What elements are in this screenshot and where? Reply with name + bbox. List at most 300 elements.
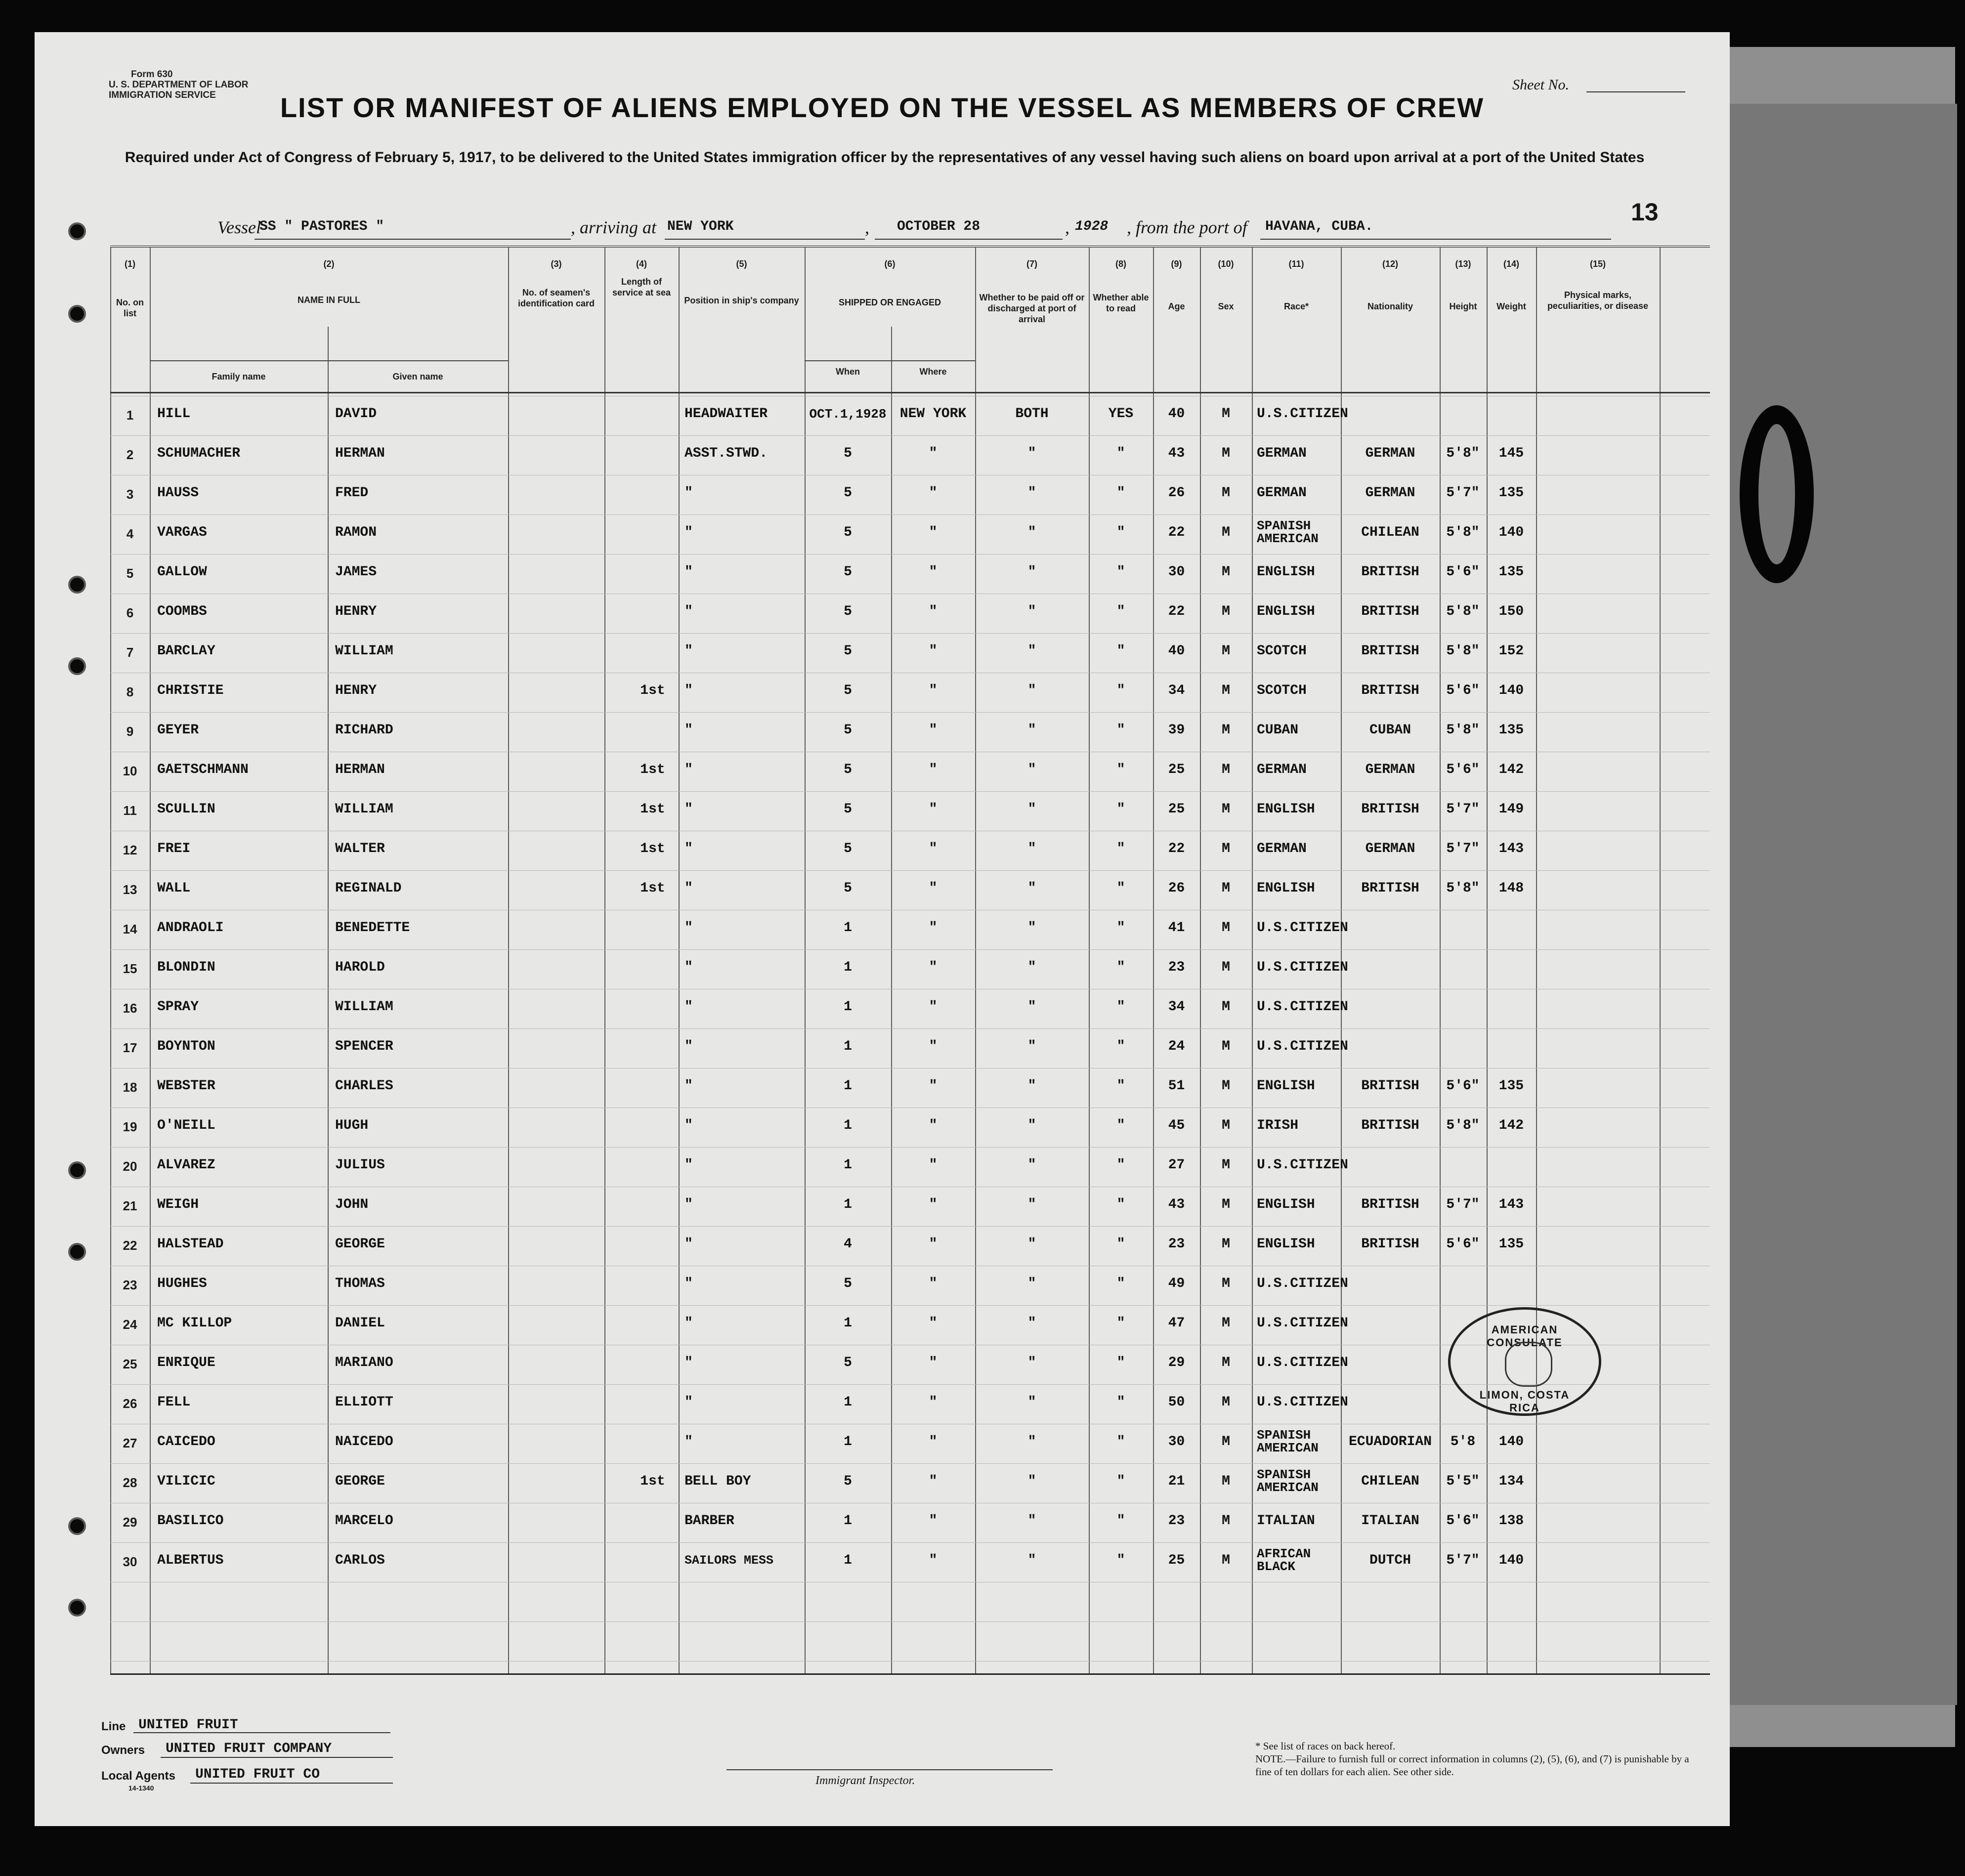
shipped-when: 5 [844,604,852,619]
weight: 140 [1498,1553,1524,1568]
nationality: DUTCH [1369,1553,1411,1568]
nationality: BRITISH [1361,1236,1419,1252]
given-name: WILLIAM [335,802,393,817]
card-number: 1st [640,1474,665,1489]
row-number: 10 [123,764,137,778]
sex: M [1222,564,1230,580]
able-to-read: " [1116,960,1125,975]
paid-off: " [1027,1513,1036,1529]
given-name: NAICEDO [335,1434,393,1450]
footer-notes [1255,1740,1700,1778]
position: " [684,960,693,975]
height: 5'8" [1446,525,1480,540]
able-to-read: " [1116,1553,1125,1568]
race: GERMAN [1257,762,1307,777]
col-header-read: Whether able to read [1093,293,1149,313]
given-name: GEORGE [335,1236,385,1252]
shipped-where: " [929,1553,938,1568]
age: 22 [1168,604,1185,619]
sex: M [1222,1157,1230,1173]
arrival-year: 1928 [1075,219,1109,234]
able-to-read: " [1116,446,1125,461]
race: U.S.CITIZEN [1257,999,1348,1015]
able-to-read: " [1116,643,1125,659]
race: GERMAN [1257,446,1307,461]
owners-underline [161,1757,393,1758]
row-number: 22 [123,1238,137,1253]
given-name: WILLIAM [335,643,393,659]
shipped-when: 5 [844,841,852,856]
family-name: HALSTEAD [157,1236,224,1252]
height: 5'8 [1450,1434,1476,1450]
age: 41 [1168,920,1185,936]
given-name: WALTER [335,841,385,856]
family-name: WEBSTER [157,1078,215,1094]
given-name: WILLIAM [335,999,393,1015]
height: 5'8" [1446,643,1480,659]
punch-hole-icon [68,576,86,594]
family-name: BARCLAY [157,643,215,659]
shipped-when: 5 [844,564,852,580]
position: " [684,841,693,856]
race: GERMAN [1257,485,1307,501]
card-number: 1st [640,762,665,777]
race: SCOTCH [1257,683,1307,698]
col-header-marks: Physical marks, peculiarities, or disease [1547,290,1649,311]
row-rule [110,1661,1710,1662]
nationality: GERMAN [1365,446,1415,461]
given-name: FRED [335,485,369,501]
print-code: 14-1340 [128,1784,154,1792]
able-to-read: " [1116,723,1125,738]
age: 22 [1168,841,1185,856]
able-to-read: " [1116,683,1125,698]
col-num: (15) [1589,259,1606,269]
stamp-top-text: AMERICAN CONSULATE [1487,1323,1563,1349]
position: " [684,999,693,1015]
age: 26 [1168,485,1185,501]
vessel-name: SS " PASTORES " [259,219,384,234]
height: 5'6" [1446,564,1480,580]
nationality: BRITISH [1361,564,1419,580]
col-header-family: Family name [212,372,266,382]
shipped-when: 1 [844,920,852,936]
height: 5'8" [1446,881,1480,896]
family-name: BASILICO [157,1513,224,1529]
race: U.S.CITIZEN [1257,960,1348,975]
height: 5'8" [1446,604,1480,619]
header-rule [805,360,975,361]
row-rule [110,949,1710,950]
col-num: (6) [884,259,896,269]
sex: M [1222,960,1230,975]
race-note: * See list of races on back hereof. [1255,1740,1396,1752]
given-name: MARIANO [335,1355,393,1370]
paid-off: " [1027,723,1036,738]
height: 5'7" [1446,1553,1480,1568]
shipped-where: " [929,1039,938,1054]
paid-off: " [1027,881,1036,896]
paid-off: " [1027,960,1036,975]
height: 5'5" [1446,1474,1480,1489]
row-number: 9 [126,724,134,739]
age: 22 [1168,525,1185,540]
row-number: 28 [123,1475,137,1490]
sex: M [1222,881,1230,896]
col-num: (14) [1503,259,1519,269]
shipped-when: 1 [844,1513,852,1529]
paid-off: " [1027,1157,1036,1173]
position: " [684,1236,693,1252]
row-number: 1 [126,408,134,423]
family-name: MC KILLOP [157,1316,232,1331]
race: ENGLISH [1257,604,1315,619]
height: 5'7" [1446,802,1480,817]
header-rule [150,360,508,361]
race: U.S.CITIZEN [1257,1276,1348,1291]
row-rule [110,435,1710,436]
able-to-read: " [1116,1236,1125,1252]
nationality: GERMAN [1365,485,1415,501]
given-name: DAVID [335,406,377,422]
shipped-when: 5 [844,683,852,698]
weight: 145 [1498,446,1524,461]
family-name: COOMBS [157,604,207,619]
height: 5'6" [1446,1236,1480,1252]
shipped-when: 4 [844,1236,852,1252]
punch-hole-icon [68,1161,86,1179]
nationality: BRITISH [1361,683,1419,698]
shipped-where: " [929,1236,938,1252]
paid-off: " [1027,920,1036,936]
given-name: JOHN [335,1197,369,1212]
position: BELL BOY [684,1474,751,1489]
age: 23 [1168,1513,1185,1529]
row-number: 15 [123,961,137,976]
underlying-sheet-shadow [1700,104,1957,1705]
column-rule [508,248,509,1673]
row-number: 12 [123,843,137,857]
position: " [684,920,693,936]
row-number: 3 [126,487,134,502]
race: ENGLISH [1257,1197,1315,1212]
shipped-when: 1 [844,1157,852,1173]
position: " [684,762,693,777]
col-num: (3) [551,259,562,269]
position: SAILORS MESS [684,1553,774,1568]
age: 45 [1168,1118,1185,1133]
col-header-race: Race* [1283,301,1309,311]
family-name: HILL [157,406,191,422]
able-to-read: " [1116,1316,1125,1331]
family-name: ENRIQUE [157,1355,215,1370]
agents-underline [190,1783,393,1784]
col-num: (2) [323,259,335,269]
sex: M [1222,485,1230,501]
family-name: ANDRAOLI [157,920,224,936]
shipped-where: " [929,446,938,461]
punch-hole-icon [68,657,86,675]
shipped-where: " [929,525,938,540]
age: 34 [1168,999,1185,1015]
given-name: HUGH [335,1118,369,1133]
height: 5'8" [1446,1118,1480,1133]
inspector-label: Immigrant Inspector. [815,1774,915,1787]
row-rule [110,870,1710,871]
column-rule [1440,248,1441,1673]
race: GERMAN [1257,841,1307,856]
row-number: 26 [123,1396,137,1411]
shipped-when: 1 [844,1434,852,1450]
race: U.S.CITIZEN [1257,1355,1348,1370]
shipped-when: 1 [844,1395,852,1410]
arriving-label: , arriving at [571,217,657,237]
row-number: 16 [123,1001,137,1016]
weight: 135 [1498,723,1524,738]
shipped-where: " [929,1276,938,1291]
col-num: (13) [1455,259,1471,269]
weight: 143 [1498,1197,1524,1212]
family-name: SPRAY [157,999,199,1015]
age: 21 [1168,1474,1185,1489]
row-number: 20 [123,1159,137,1174]
able-to-read: " [1116,1395,1125,1410]
shipped-where: " [929,1197,938,1212]
position: " [684,1118,693,1133]
paid-off: " [1027,1197,1036,1212]
line-value: UNITED FRUIT [138,1717,238,1733]
height: 5'6" [1446,762,1480,777]
col-header-service: Length of service at sea [612,277,671,298]
age: 34 [1168,683,1185,698]
family-name: ALBERTUS [157,1553,224,1568]
sex: M [1222,1553,1230,1568]
owners-label: Owners [101,1744,145,1757]
family-name: CHRISTIE [157,683,224,698]
paid-off: " [1027,1078,1036,1094]
able-to-read: " [1116,762,1125,777]
row-number: 5 [126,566,134,581]
given-name: HAROLD [335,960,385,975]
paid-off: " [1027,999,1036,1015]
shipped-when: OCT.1,1928 [809,407,887,422]
able-to-read: " [1116,1157,1125,1173]
able-to-read: " [1116,1078,1125,1094]
age: 30 [1168,564,1185,580]
age: 30 [1168,1434,1185,1450]
nationality: BRITISH [1361,881,1419,896]
nationality: GERMAN [1365,762,1415,777]
form-number: Form 630 [131,69,173,80]
family-name: CAICEDO [157,1434,215,1450]
vessel-name-line [255,239,571,240]
column-rule [679,248,680,1673]
weight: 138 [1498,1513,1524,1529]
family-name: FELL [157,1395,191,1410]
shipped-when: 5 [844,446,852,461]
race: SCOTCH [1257,643,1307,659]
col-header-nationality: Nationality [1367,301,1413,311]
paid-off: " [1027,683,1036,698]
able-to-read: " [1116,841,1125,856]
age: 49 [1168,1276,1185,1291]
family-name: WALL [157,881,191,896]
given-name: JULIUS [335,1157,385,1173]
card-number: 1st [640,841,665,856]
document-number: 13 [1631,198,1659,226]
sex: M [1222,1039,1230,1054]
row-rule [110,1542,1710,1543]
row-number: 4 [126,526,134,541]
paid-off: " [1027,564,1036,580]
able-to-read: YES [1108,406,1134,422]
able-to-read: " [1116,999,1125,1015]
col-header-where: Where [919,367,947,377]
age: 43 [1168,446,1185,461]
header-bottom-rule [110,392,1710,393]
shipped-where: " [929,564,938,580]
age: 25 [1168,1553,1185,1568]
paid-off: " [1027,762,1036,777]
position: " [684,1316,693,1331]
col-header-name: NAME IN FULL [298,295,360,305]
shipped-when: 5 [844,1276,852,1291]
nationality: BRITISH [1361,643,1419,659]
shipped-when: 1 [844,1197,852,1212]
family-name: GAETSCHMANN [157,762,249,777]
age: 43 [1168,1197,1185,1212]
shipped-when: 1 [844,1078,852,1094]
col-num: (4) [636,259,647,269]
weight: 152 [1498,643,1524,659]
shipped-where: " [929,604,938,619]
able-to-read: " [1116,485,1125,501]
height: 5'7" [1446,485,1480,501]
position: " [684,525,693,540]
weight: 134 [1498,1474,1524,1489]
family-name: VARGAS [157,525,207,540]
eagle-seal-icon [1505,1342,1552,1387]
able-to-read: " [1116,881,1125,896]
age: 29 [1168,1355,1185,1370]
nationality: BRITISH [1361,604,1419,619]
given-name: CARLOS [335,1553,385,1568]
row-number: 18 [123,1080,137,1095]
position: " [684,1395,693,1410]
paid-off: " [1027,485,1036,501]
position: " [684,485,693,501]
line-label: Line [101,1720,126,1733]
row-number: 25 [123,1357,137,1371]
shipped-where: " [929,762,938,777]
paid-off: " [1027,1355,1036,1370]
race: ENGLISH [1257,1078,1315,1094]
owners-value: UNITED FRUIT COMPANY [166,1741,332,1756]
given-name: CHARLES [335,1078,393,1094]
able-to-read: " [1116,525,1125,540]
able-to-read: " [1116,564,1125,580]
shipped-when: 5 [844,485,852,501]
row-rule [110,791,1710,792]
position: HEADWAITER [684,406,768,422]
able-to-read: " [1116,1513,1125,1529]
race: SPANISH AMERICAN [1257,1428,1319,1455]
col-num: (5) [736,259,747,269]
row-number: 11 [123,803,137,818]
height: 5'7" [1446,1197,1480,1212]
paid-off: " [1027,643,1036,659]
shipped-where: " [929,1157,938,1173]
handwritten-mark [1740,405,1814,583]
weight: 135 [1498,1078,1524,1094]
position: " [684,1276,693,1291]
arrival-port-line [665,239,865,240]
col-header-height: Height [1449,301,1477,311]
age: 40 [1168,406,1185,422]
shipped-when: 5 [844,1355,852,1370]
sex: M [1222,1197,1230,1212]
given-name: ELLIOTT [335,1395,393,1410]
punch-hole-icon [68,305,86,323]
sex: M [1222,1395,1230,1410]
position: " [684,564,693,580]
sex: M [1222,1118,1230,1133]
position: " [684,1355,693,1370]
shipped-where: " [929,485,938,501]
position: " [684,683,693,698]
nationality: BRITISH [1361,1078,1419,1094]
column-rule [150,248,151,1673]
col-num: (9) [1171,259,1182,269]
row-number: 2 [126,447,134,462]
column-rule [1536,248,1537,1673]
sex: M [1222,1078,1230,1094]
shipped-where: " [929,1316,938,1331]
position: " [684,1157,693,1173]
arrival-date-line [875,239,1063,240]
col-num: (7) [1026,259,1037,269]
column-rule [1660,248,1661,1673]
department-name: U. S. DEPARTMENT OF LABOR [109,80,249,90]
page-subtitle: Required under Act of Congress of February 5, 1917, to be delivered to the United States immigration officer by the representatives of any vessel having such aliens on board upon arrival at a port of the United States [125,149,1645,166]
col-num: (8) [1115,259,1126,269]
given-name: HENRY [335,604,377,619]
paid-off: " [1027,802,1036,817]
stamp-bottom-text: LIMON, COSTA RICA [1479,1389,1570,1414]
row-number: 29 [123,1515,137,1530]
row-rule [110,633,1710,634]
shipped-where: " [929,1395,938,1410]
position: BARBER [684,1513,734,1529]
shipped-when: 1 [844,1039,852,1054]
departure-port: HAVANA, CUBA. [1265,219,1373,234]
age: 40 [1168,643,1185,659]
shipped-where: " [929,881,938,896]
height: 5'6" [1446,1078,1480,1094]
paid-off: " [1027,1553,1036,1568]
col-header-card: No. of seamen's identification card [517,288,595,308]
able-to-read: " [1116,1039,1125,1054]
shipped-when: 5 [844,762,852,777]
col-num: (1) [125,259,135,269]
shipped-where: " [929,1118,938,1133]
family-name: GEYER [157,723,199,738]
age: 50 [1168,1395,1185,1410]
race: U.S.CITIZEN [1257,406,1348,422]
col-header-sex: Sex [1218,301,1234,311]
family-name: WEIGH [157,1197,199,1212]
race: U.S.CITIZEN [1257,1395,1348,1410]
